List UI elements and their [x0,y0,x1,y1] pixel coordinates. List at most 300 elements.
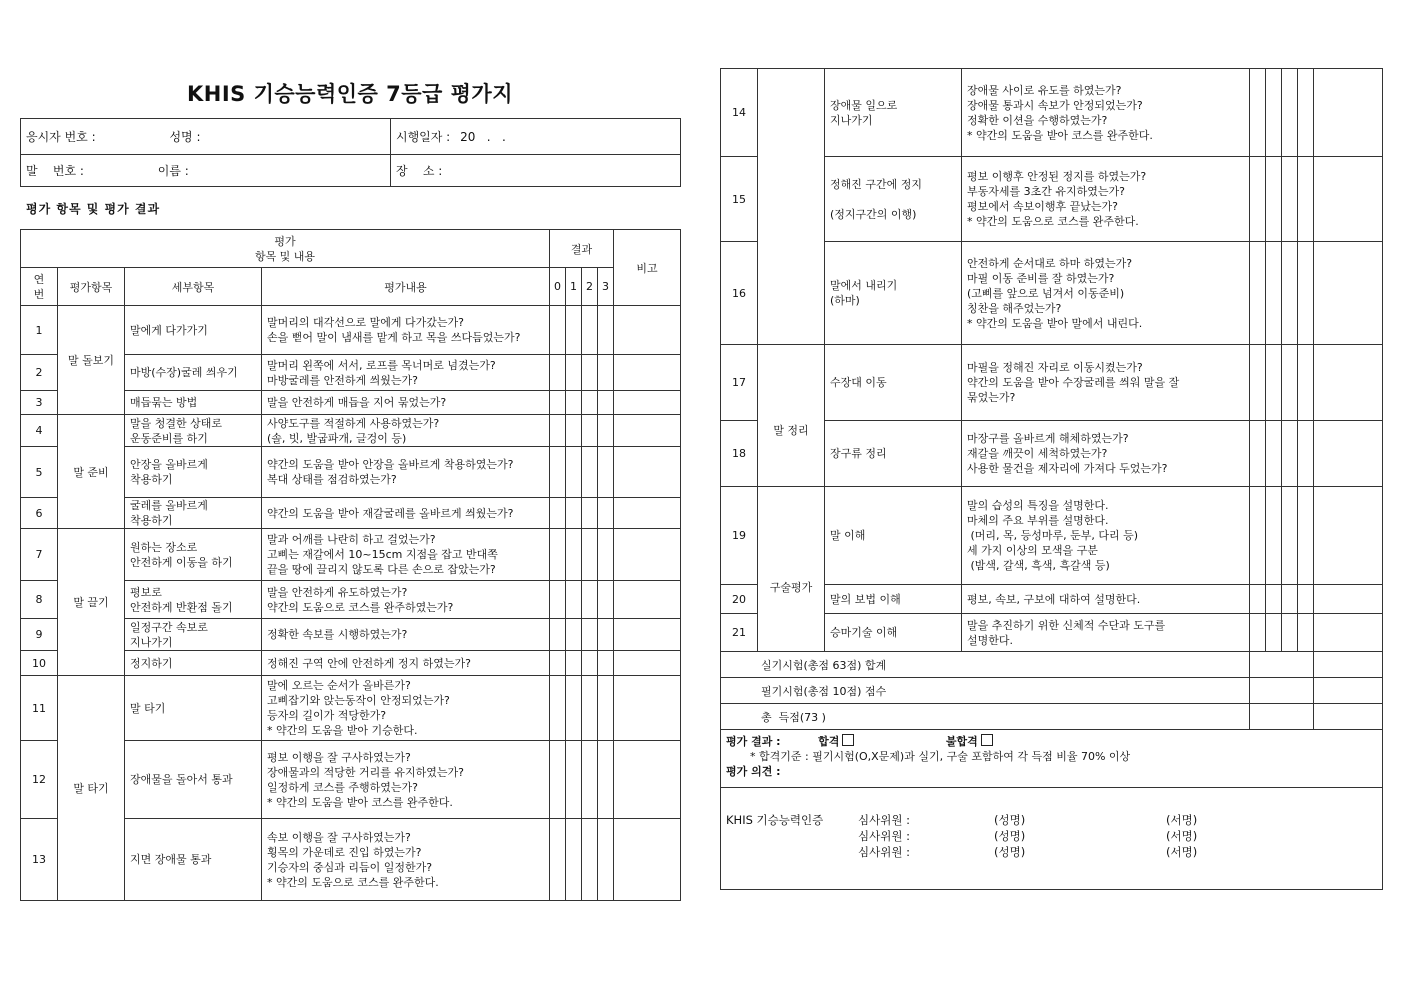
detail-text: 운동준비를 하기 [130,431,208,445]
row-number: 15 [721,157,758,242]
judge-label-2: 심사위원 : [858,829,910,843]
content-text: 말을 안전하게 유도하였는가? [267,585,408,599]
practical-total-remarks[interactable] [1314,652,1383,678]
score-cell-1[interactable] [566,498,582,529]
judge-name-1[interactable]: (성명) [994,813,1026,827]
score-cell-1[interactable] [566,676,582,741]
content-text: 정해진 구역 안에 안전하게 정지 하였는가? [267,656,471,670]
content-text: 장애물과의 적당한 거리를 유지하였는가? [267,765,464,779]
score-cell-0[interactable] [550,391,566,415]
detail-cell [825,421,962,487]
row-number: 16 [721,242,758,345]
score-cell-1[interactable] [566,819,582,901]
score-cell-0[interactable] [550,447,566,498]
content-text: * 약간의 도움을 받아 말에서 내린다. [967,316,1143,330]
score-cell-2[interactable] [1282,421,1298,487]
detail-cell [125,306,262,355]
row-number: 7 [21,529,58,581]
detail-text: 지면 장애물 통과 [130,853,212,866]
result-header: 결과 [550,230,614,268]
score-cell-1[interactable] [566,391,582,415]
judge-label-1: 심사위원 : [858,813,910,827]
detail-text: 말 타기 [130,701,166,715]
exam-date-label: 시행일자 : [396,130,451,144]
practical-total-score[interactable] [1250,652,1314,678]
content-text: 약간의 도움을 받아 안장을 올바르게 착용하였는가? [267,458,514,471]
content-cell [262,741,550,819]
score-cell-2[interactable] [1282,614,1298,652]
score-cell-2[interactable] [582,529,598,581]
total-score[interactable] [1250,704,1314,730]
judge-sign-3[interactable]: (서명) [1166,845,1198,859]
detail-cell [125,447,262,498]
content-cell [962,487,1250,585]
signature-table [726,812,1377,860]
remarks-cell[interactable] [1314,487,1383,585]
remarks-cell[interactable] [614,619,681,651]
row-number: 21 [721,614,758,652]
detail-text: 굴레를 올바르게 [130,499,208,512]
content-cell [962,69,1250,157]
content-cell [262,355,550,391]
content-text: 마체의 주요 부위를 설명한다. [967,514,1109,527]
table-row [21,415,681,447]
score-cell-1[interactable] [566,581,582,619]
content-cell [962,345,1250,421]
detail-text: 지나가기 [130,635,173,649]
detail-text: 착용하기 [130,473,173,486]
eval-header [21,230,550,268]
score-cell-3[interactable] [598,391,614,415]
category-cell-continued [758,69,825,345]
content-cell [262,498,550,529]
score-cell-1[interactable] [1266,157,1282,242]
score-cell-1[interactable] [566,619,582,651]
section-title: 평가 항목 및 평가 결과 [26,202,161,216]
score-cell-2[interactable] [582,306,598,355]
content-text: (머리, 목, 등성마루, 둔부, 다리 등) [967,529,1139,542]
row-number: 10 [21,651,58,676]
score-cell-1[interactable] [566,529,582,581]
remarks-cell[interactable] [614,415,681,447]
category-header: 평가항목 [58,268,125,306]
detail-cell [125,415,262,447]
evaluation-table-left [20,229,681,901]
name-label: 성명 : [169,130,201,144]
score-cell-2[interactable] [1282,242,1298,345]
judge-sign-1[interactable]: (서명) [1166,813,1198,827]
content-text: 손을 뻗어 말이 냄새를 맡게 하고 목을 쓰다듬었는가? [267,331,521,344]
score-cell-3[interactable] [598,447,614,498]
detail-text: 지나가기 [830,113,873,127]
detail-text: 말 이해 [830,529,866,542]
score-cell-2[interactable] [582,355,598,391]
pass-label: 합격 [818,735,840,748]
written-score-remarks[interactable] [1314,678,1383,704]
remarks-cell[interactable] [1314,242,1383,345]
table-row [721,345,1383,421]
category-cell [58,306,125,415]
score-cell-2[interactable] [582,391,598,415]
score-1-header: 1 [566,268,582,306]
total-score-label: 총 득점(73 ) [721,704,1250,730]
score-cell-2[interactable] [582,651,598,676]
category-label: 구술평가 [769,581,813,594]
remarks-cell[interactable] [1314,614,1383,652]
written-score[interactable] [1250,678,1314,704]
remarks-cell[interactable] [614,819,681,901]
score-cell-0[interactable] [550,415,566,447]
content-text: 안전하게 순서대로 하마 하였는가? [967,256,1133,270]
content-text: 재갈을 깨끗이 세척하였는가? [967,447,1108,460]
exam-date-cell[interactable] [391,119,681,155]
category-label: 말 타기 [73,782,109,795]
score-0-header: 0 [550,268,566,306]
score-cell-0[interactable] [550,355,566,391]
score-cell-3[interactable] [598,619,614,651]
detail-text: 장애물 일으로 [830,98,898,112]
detail-cell [825,157,962,242]
detail-text: 말을 청결한 상태로 [130,416,223,430]
applicant-info-table [20,118,681,187]
score-cell-2[interactable] [582,741,598,819]
content-cell [262,415,550,447]
score-cell-0[interactable] [550,819,566,901]
category-cell [58,529,125,676]
score-cell-3[interactable] [1298,487,1314,585]
score-cell-3[interactable] [598,676,614,741]
content-text: 장애물 통과시 속보가 안정되었는가? [967,98,1143,112]
score-cell-3[interactable] [598,529,614,581]
content-text: 평보 이행을 잘 구사하였는가? [267,750,411,764]
score-cell-2[interactable] [582,447,598,498]
detail-text: 정지하기 [130,656,173,670]
score-cell-0[interactable] [1250,421,1266,487]
remarks-cell[interactable] [1314,345,1383,421]
score-cell-1[interactable] [566,415,582,447]
content-text: * 약간의 도움을 받아 코스를 완주한다. [967,128,1153,142]
total-score-remarks[interactable] [1314,704,1383,730]
opinion-label: 평가 의견 : [726,765,781,778]
detail-text: 수장대 이동 [830,376,887,389]
remarks-cell[interactable] [614,306,681,355]
detail-text: 안전하게 이동을 하기 [130,555,233,569]
pass-checkbox[interactable] [842,734,854,746]
score-3-header: 3 [598,268,614,306]
detail-cell [125,581,262,619]
place-cell[interactable] [391,155,681,187]
detail-text [830,192,956,207]
content-cell [262,447,550,498]
remarks-cell[interactable] [614,581,681,619]
content-cell [262,651,550,676]
row-number: 13 [21,819,58,901]
content-text: 약간의 도움을 받아 수장굴레를 씌워 말을 잘 [967,376,1180,389]
row-number: 17 [721,345,758,421]
score-cell-3[interactable] [598,581,614,619]
score-cell-1[interactable] [1266,242,1282,345]
remarks-cell[interactable] [1314,157,1383,242]
score-cell-2[interactable] [582,619,598,651]
judge-name-3[interactable]: (성명) [994,845,1026,859]
score-cell-1[interactable] [566,447,582,498]
detail-cell [125,619,262,651]
content-text: 말에 오르는 순서가 올바른가? [267,679,411,692]
score-cell-0[interactable] [550,619,566,651]
detail-text: 마방(수장)굴레 씌우기 [130,366,238,379]
score-cell-1[interactable] [566,306,582,355]
score-cell-1[interactable] [566,651,582,676]
detail-cell [825,242,962,345]
score-cell-1[interactable] [1266,585,1282,614]
fail-checkbox[interactable] [981,734,993,746]
detail-text: (정지구간의 이행) [830,207,917,221]
row-number: 19 [721,487,758,585]
score-cell-3[interactable] [1298,69,1314,157]
practical-total-label: 실기시험(총점 63점) 합계 [721,652,1250,678]
score-cell-3[interactable] [598,819,614,901]
score-cell-1[interactable] [566,741,582,819]
score-cell-1[interactable] [1266,69,1282,157]
score-2-header: 2 [582,268,598,306]
remarks-cell[interactable] [1314,585,1383,614]
content-text: * 약간의 도움으로 코스를 완주한다. [967,215,1139,228]
detail-text: 일정구간 속보로 [130,620,208,634]
detail-text: 말의 보법 이해 [830,592,901,606]
content-cell [262,676,550,741]
content-cell [262,619,550,651]
content-text: 마장구를 올바르게 해체하였는가? [967,432,1129,445]
score-cell-2[interactable] [582,581,598,619]
judge-label-3: 심사위원 : [858,845,910,859]
score-cell-3[interactable] [598,415,614,447]
content-text: * 약간의 도움을 받아 기승한다. [267,724,418,737]
content-text: 복대 상태를 점검하였는가? [267,473,397,486]
content-cell [962,421,1250,487]
score-cell-0[interactable] [550,529,566,581]
judge-name-2[interactable]: (성명) [994,829,1026,843]
score-cell-1[interactable] [1266,421,1282,487]
detail-text: 평보로 [130,585,162,599]
remarks-cell[interactable] [1314,69,1383,157]
remarks-cell[interactable] [614,498,681,529]
content-cell [262,819,550,901]
content-text: 기승자의 중심과 리듬이 일정한가? [267,860,433,874]
score-cell-2[interactable] [582,676,598,741]
pass-criteria: * 합격기준 : 필기시험(O,X문제)과 실기, 구술 포함하여 각 득점 비율 70% 이상 [750,750,1131,763]
remarks-cell[interactable] [614,529,681,581]
score-cell-2[interactable] [1282,487,1298,585]
row-number: 1 [21,306,58,355]
detail-text: (하마) [830,294,860,307]
score-cell-2[interactable] [1282,585,1298,614]
score-cell-0[interactable] [550,581,566,619]
detail-cell [125,819,262,901]
judge-sign-2[interactable]: (서명) [1166,829,1198,843]
score-cell-2[interactable] [1282,345,1298,421]
remarks-cell[interactable] [614,391,681,415]
detail-cell [125,741,262,819]
detail-text: 착용하기 [130,514,173,527]
content-cell [262,391,550,415]
content-text: 끝을 땅에 끌리지 않도록 다른 손으로 잡았는가? [267,563,496,576]
content-text: (솔, 빗, 발굽파개, 글겅이 등) [267,431,407,445]
place-label: 장 소 : [396,164,443,178]
content-text: 말머리 왼쪽에 서서, 로프를 목너머로 넘겼는가? [267,358,496,372]
category-cell [58,415,125,529]
row-number: 5 [21,447,58,498]
content-text: 마필을 정해진 자리로 이동시켰는가? [967,361,1143,374]
exam-date-value: 20 . . [460,130,506,144]
content-text: 평보, 속보, 구보에 대하여 설명한다. [967,592,1141,606]
category-label: 말 끌기 [73,596,109,609]
fail-label: 불합격 [945,735,978,748]
row-number: 6 [21,498,58,529]
score-cell-0[interactable] [1250,345,1266,421]
score-cell-0[interactable] [550,741,566,819]
detail-text: 안장을 올바르게 [130,458,208,471]
content-text: * 약간의 도움으로 코스를 완주한다. [267,875,439,889]
detail-text: 장구류 정리 [830,447,887,460]
row-number: 11 [21,676,58,741]
horse-name-label: 이름 : [157,164,189,178]
score-cell-3[interactable] [1298,157,1314,242]
score-cell-2[interactable] [1282,157,1298,242]
score-cell-1[interactable] [566,355,582,391]
score-cell-3[interactable] [1298,242,1314,345]
content-text: 말을 추진하기 위한 신체적 수단과 도구를 [967,618,1166,632]
content-text: 약간의 도움으로 코스를 완주하였는가? [267,600,454,614]
score-cell-3[interactable] [598,741,614,819]
content-text: 사용한 물건을 제자리에 가져다 두었는가? [967,462,1168,475]
score-cell-0[interactable] [550,498,566,529]
detail-cell [125,498,262,529]
content-text: 정확한 속보를 시행하였는가? [267,628,408,641]
score-cell-3[interactable] [1298,585,1314,614]
row-number: 18 [721,421,758,487]
content-text: (고삐를 앞으로 넘겨서 이동준비) [967,286,1125,300]
result-label: 평가 결과 : [726,735,781,748]
content-text: 마필 이동 준비를 잘 하였는가? [967,271,1115,285]
score-cell-2[interactable] [582,415,598,447]
score-cell-1[interactable] [1266,487,1282,585]
score-cell-3[interactable] [598,651,614,676]
remarks-cell[interactable] [1314,421,1383,487]
category-cell [758,345,825,487]
score-cell-0[interactable] [550,676,566,741]
remarks-cell[interactable] [614,741,681,819]
signature-block [721,788,1383,890]
content-text: 장애물 사이로 유도를 하였는가? [967,83,1122,97]
evaluation-table-right [720,68,1383,890]
detail-cell [125,529,262,581]
applicant-number-label: 응시자 번호 : [26,130,96,144]
page-title: KHIS 기승능력인증 7등급 평가지 [187,82,513,106]
row-number: 20 [721,585,758,614]
content-text: 등자의 길이가 적당한가? [267,709,387,722]
content-text: 말머리의 대각선으로 말에게 다가갔는가? [267,316,464,329]
table-row [21,676,681,741]
score-cell-1[interactable] [1266,345,1282,421]
detail-text: 말에서 내리기 [830,279,898,292]
detail-cell [125,676,262,741]
content-cell [262,529,550,581]
score-cell-0[interactable] [1250,242,1266,345]
table-row [721,69,1383,157]
detail-text: 매듭묶는 방법 [130,396,198,409]
applicant-number-cell[interactable] [21,119,391,155]
content-text: 고삐는 재갈에서 10~15cm 지점을 잡고 반대쪽 [267,548,498,561]
table-row [721,487,1383,585]
horse-number-cell[interactable] [21,155,391,187]
category-cell [58,676,125,901]
content-cell [262,581,550,619]
score-cell-3[interactable] [1298,345,1314,421]
detail-cell [825,614,962,652]
detail-cell [125,355,262,391]
row-number: 2 [21,355,58,391]
score-cell-2[interactable] [582,819,598,901]
remarks-cell[interactable] [614,355,681,391]
content-text: 칭찬을 해주었는가? [967,301,1062,315]
detail-text: 안전하게 반환점 돌기 [130,600,233,614]
score-cell-3[interactable] [598,355,614,391]
content-text: 횡목의 가운데로 진입 하였는가? [267,845,422,859]
category-cell [758,487,825,652]
no-header-line1: 연 [33,272,45,286]
written-score-label: 필기시험(총점 10점) 점수 [721,678,1250,704]
score-cell-2[interactable] [1282,69,1298,157]
score-cell-0[interactable] [1250,585,1266,614]
score-cell-1[interactable] [1266,614,1282,652]
category-label: 말 돌보기 [67,354,114,367]
detail-cell [125,391,262,415]
no-header [21,268,58,306]
score-cell-0[interactable] [1250,69,1266,157]
content-text: 사양도구를 적절하게 사용하였는가? [267,416,440,430]
content-text: 설명한다. [967,633,1014,647]
score-cell-3[interactable] [1298,421,1314,487]
content-text: 평보에서 속보이행후 끝났는가? [967,200,1118,213]
detail-cell [825,487,962,585]
category-label: 말 준비 [73,465,109,479]
score-cell-0[interactable] [1250,487,1266,585]
content-cell [962,614,1250,652]
detail-text: 승마기술 이해 [830,626,898,639]
detail-text: 정해진 구간에 정지 [830,177,923,191]
score-cell-3[interactable] [1298,614,1314,652]
content-text: 부동자세를 3초간 유지하였는가? [967,185,1125,198]
score-cell-0[interactable] [1250,157,1266,242]
score-cell-0[interactable] [1250,614,1266,652]
row-number: 9 [21,619,58,651]
score-cell-3[interactable] [598,306,614,355]
score-cell-0[interactable] [550,306,566,355]
detail-cell [825,345,962,421]
content-cell [262,306,550,355]
remarks-cell[interactable] [614,651,681,676]
content-text: (밤색, 갈색, 흑색, 흑갈색 등) [967,559,1110,572]
detail-cell [125,651,262,676]
remarks-cell[interactable] [614,447,681,498]
row-number: 8 [21,581,58,619]
remarks-cell[interactable] [614,676,681,741]
content-cell [962,242,1250,345]
content-text: 정확한 이션을 수행하였는가? [967,113,1108,127]
score-cell-3[interactable] [598,498,614,529]
score-cell-2[interactable] [582,498,598,529]
score-cell-0[interactable] [550,651,566,676]
